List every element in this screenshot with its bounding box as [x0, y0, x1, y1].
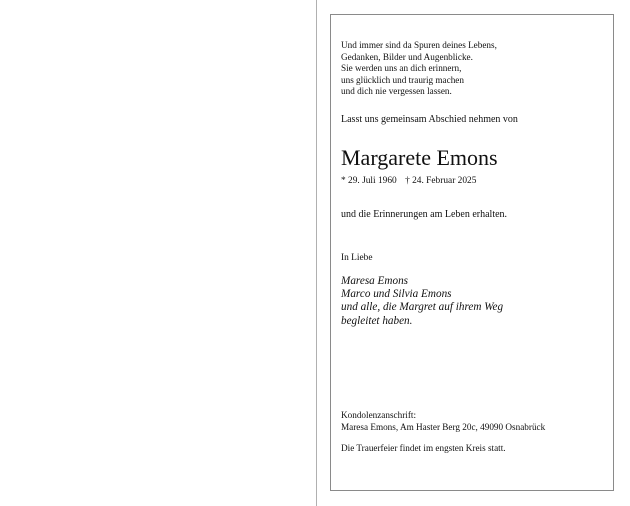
condolence-address: Maresa Emons, Am Haster Berg 20c, 49090 Osnabrück [341, 421, 546, 432]
poem-line: und dich nie vergessen lassen. [341, 86, 452, 97]
poem-line: uns glücklich und traurig machen [341, 74, 464, 85]
ceremony-note: Die Trauerfeier findet im engsten Kreis statt. [341, 443, 506, 453]
mourner-line: Marco und Silvia Emons [341, 288, 452, 301]
birth-date: * 29. Juli 1960 [341, 175, 397, 186]
poem-line: Sie werden uns an dich erinnern, [341, 63, 462, 74]
condolence-block [341, 410, 603, 434]
poem-line: Und immer sind da Spuren deines Lebens, [341, 40, 497, 50]
in-love-label: In Liebe [341, 252, 373, 263]
life-dates [341, 176, 603, 186]
poem-verse [341, 40, 603, 98]
mourners-list [341, 275, 603, 328]
mourner-line: Maresa Emons [341, 274, 409, 287]
farewell-intro: Lasst uns gemeinsam Abschied nehmen von [341, 113, 518, 125]
card-content [341, 40, 603, 328]
deceased-name: Margarete Emons [341, 144, 498, 170]
condolence-label: Kondolenzanschrift: [341, 410, 417, 420]
memories-line: und die Erinnerungen am Leben erhalten. [341, 208, 508, 220]
mourner-line: und alle, die Margret auf ihrem Weg [341, 301, 504, 314]
poem-line: Gedanken, Bilder und Augenblicke. [341, 51, 473, 62]
mourner-line: begleitet haben. [341, 314, 413, 327]
card-fold-line [316, 0, 317, 506]
death-date: † 24. Februar 2025 [405, 175, 477, 186]
